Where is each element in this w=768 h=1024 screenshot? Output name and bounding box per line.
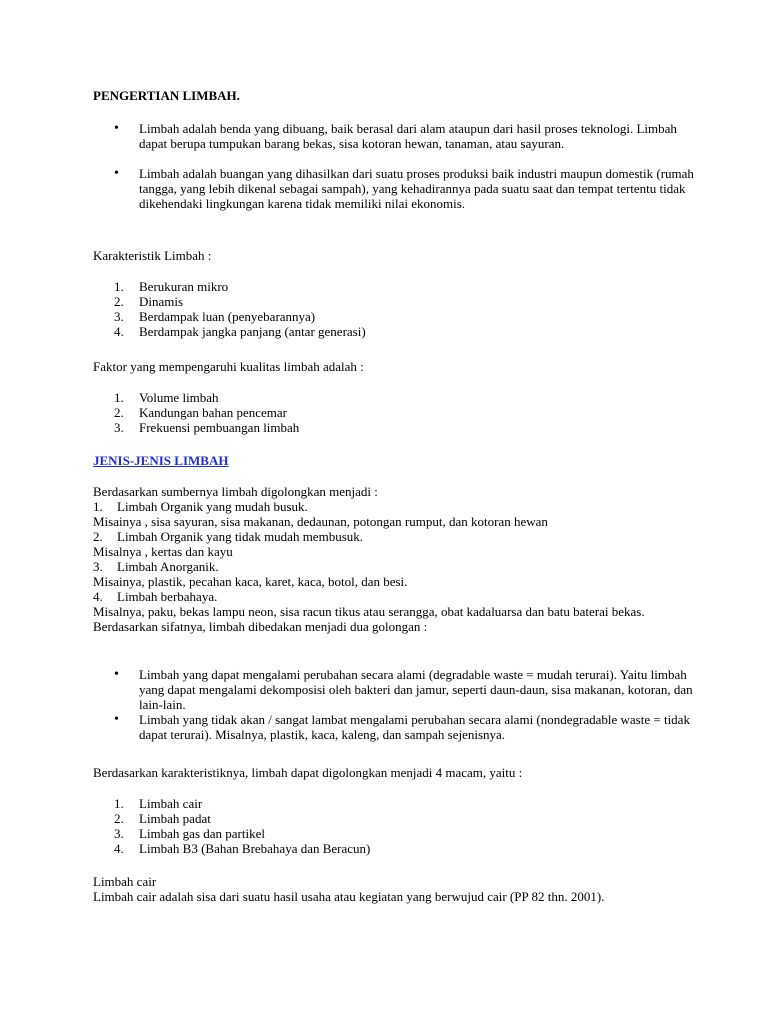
list-item: 1. Limbah cair: [114, 796, 203, 811]
list-item: • Limbah yang tidak akan / sangat lambat mengalami perubahan secara alami (nondegradable waste = tidak dapat terurai). Misalnya, plastik, kaca, kaleng, dan sampah sejenisnya.: [0, 712, 708, 742]
list-item: • Limbah adalah buangan yang dihasilkan dari suatu proses produksi baik industri maupun domestik (rumah tangga, yang lebih dikenal sebagai sampah), yang kehadirannya pada suatu saat dan tempat tertentu tidak dikehendaki lingkungan karena tidak memiliki nilai ekonomis.: [0, 166, 708, 211]
list-item: 4. Limbah berbahaya.: [93, 589, 218, 604]
list-item: 3. Limbah Anorganik.: [93, 559, 219, 574]
list-item: 1. Volume limbah: [114, 390, 219, 405]
jenis-limbah-link[interactable]: JENIS-JENIS LIMBAH: [93, 453, 229, 468]
section-title: Limbah cair: [93, 874, 157, 889]
sifat-list: [0, 667, 708, 742]
karakteristik-jenis-label: Berdasarkan karakteristiknya, limbah dapat digolongkan menjadi 4 macam, yaitu :: [93, 765, 523, 780]
page-title: PENGERTIAN LIMBAH.: [93, 88, 240, 103]
list-item: 1. Limbah Organik yang mudah busuk.: [93, 499, 308, 514]
example-text: Misalnya , kertas dan kayu: [93, 544, 233, 559]
list-item: 3. Limbah gas dan partikel: [114, 826, 265, 841]
section-text: Limbah cair adalah sisa dari suatu hasil usaha atau kegiatan yang berwujud cair (PP 82 thn. 2001).: [93, 889, 605, 904]
list-item: 2. Kandungan bahan pencemar: [114, 405, 287, 420]
list-item: • Limbah adalah benda yang dibuang, baik berasal dari alam ataupun dari hasil proses teknologi. Limbah dapat berupa tumpukan barang bekas, sisa kotoran hewan, tanaman, atau sayuran.: [0, 121, 708, 151]
karakteristik-list: [0, 279, 708, 339]
list-item: 3. Frekuensi pembuangan limbah: [114, 420, 300, 435]
faktor-list: [0, 390, 708, 435]
jenis-intro: Berdasarkan sumbernya limbah digolongkan menjadi :: [93, 484, 378, 499]
list-item: 2. Limbah padat: [114, 811, 211, 826]
karakteristik-jenis-list: [0, 796, 708, 856]
definition-list: [0, 121, 708, 211]
jenis-section: [93, 484, 708, 634]
example-text: Misainya , sisa sayuran, sisa makanan, dedaunan, potongan rumput, dan kotoran hewan: [93, 514, 548, 529]
list-item: 3. Berdampak luan (penyebarannya): [114, 309, 316, 324]
sifat-intro: Berdasarkan sifatnya, limbah dibedakan menjadi dua golongan :: [93, 619, 428, 634]
list-item: 1. Berukuran mikro: [114, 279, 229, 294]
list-item: 2. Limbah Organik yang tidak mudah membusuk.: [93, 529, 363, 544]
list-item: • Limbah yang dapat mengalami perubahan secara alami (degradable waste = mudah terurai). Yaitu limbah yang dapat mengalami dekomposisi oleh bakteri dan jamur, seperti daun-daun, sisa makanan, kotoran, dan lain-lain.: [0, 667, 708, 712]
karakteristik-label: Karakteristik Limbah :: [93, 248, 212, 263]
example-text: Misainya, plastik, pecahan kaca, karet, kaca, botol, dan besi.: [93, 574, 408, 589]
example-text: Misalnya, paku, bekas lampu neon, sisa racun tikus atau serangga, obat kadaluarsa dan batu baterai bekas.: [93, 604, 645, 619]
list-item: 2. Dinamis: [114, 294, 184, 309]
list-item: 4. Berdampak jangka panjang (antar generasi): [114, 324, 366, 339]
list-item: 4. Limbah B3 (Bahan Brebahaya dan Beracun): [114, 841, 371, 856]
faktor-label: Faktor yang mempengaruhi kualitas limbah adalah :: [93, 359, 364, 374]
limbah-cair-section: [93, 874, 708, 904]
